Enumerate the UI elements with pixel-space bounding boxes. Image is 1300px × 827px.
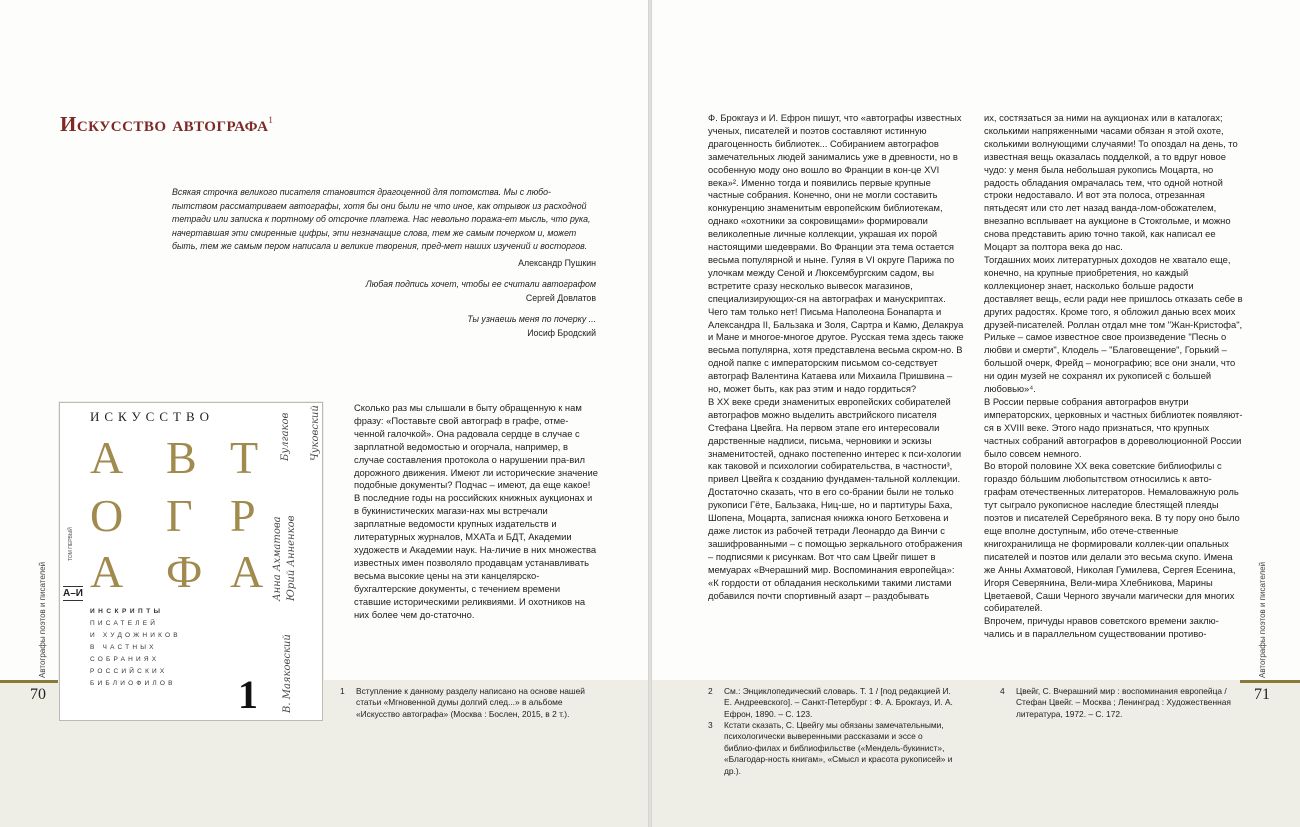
epigraph-quote: Всякая строчка великого писателя становится драгоценной для потомства. Мы с любо-пытством рассматриваем автографы, хотя бы они были не что иное, как отрывок из расходной тетради или записка к портному об отсрочке платежа. Нас невольно поража-ет мысль, что рука, начертавшая эти смиренные цифры, эти незначащие слова, тем же самым почерком и, может быть, тем же самым пером написала и великие творения, пред-мет наших изучений и восторгов. <box>172 187 591 251</box>
cover-signature: Чуковский <box>310 405 321 461</box>
text-column-2 <box>984 112 1244 641</box>
right-page <box>652 0 1300 827</box>
cover-letter: В <box>166 432 197 483</box>
footnote-text: Кстати сказать, С. Цвейгу мы обязаны замечательными, психологически выверенными рассказами и эссе о библио-филах и библиофильстве («Мендель-букинист», «Благодар-ность книгам», «Смысл и красота рукописей» и др.). <box>724 720 953 776</box>
epigraph-author: Сергей Довлатов <box>525 292 596 303</box>
cover-letter: О <box>90 490 124 541</box>
paragraph: «К гордости от обладания несколькими такими листами добавился почти спортивный азарт – раздобывать <box>708 576 952 601</box>
cover-signature: В. Маяковский <box>282 634 293 713</box>
paragraph: Ф. Брокгауз и И. Ефрон пишут, что «автографы известных ученых, писателей и поэтов составляют истинную драгоценность библиотек... Собиранием автографов замечательных людей занимались уже в древности, но в особенную моду оно вошло во Франции в кон-це XVI века»². Именно тогда и появились первые крупные частные собрания. Конечно, они не могли составить конкуренцию знаменитым европейским библиотекам, однако «охотники за сокровищами» формировали великолепные личные коллекции, украшая их порой настоящими шедеврами. Во Франции эта тема остается весьма популярной и ныне. Гуляя в VI округе Парижа по улочкам между Сеной и Люксембургским садом, вы встретите сразу несколько вывесок магазинов, специализирующих-ся на автографах и манускриптах. Чего там только нет! Письма Наполеона Бонапарта и Александра II, Бальзака и Золя, Сартра и Камю, Делакруа и Мане и многое-многое другое. Русская тема здесь также весьма популярна, хотя представлена весьма скром-но. В одной папке с императорским письмом со-седствует автограф Валентина Катаева или Михаила Пришвина – но, может быть, как раз этим и надо гордиться? <box>708 112 964 395</box>
cover-subtitle-line: БИБЛИОФИЛОВ <box>90 680 176 687</box>
paragraph: Впрочем, причуды нравов советского времени заклю-чались и в параллельном существовании противо- <box>984 615 1219 640</box>
footnote-number: 3 <box>708 720 713 730</box>
paragraph: В России первые собрания автографов внутри императорских, церковных и частных библиотек появляют-ся в XVIII веке. Этого надо признаться, что крупных частных собраний автографов в дореволюционной России было совсем немного. <box>984 395 1243 459</box>
epigraph-author: Иосиф Бродский <box>527 327 596 338</box>
cover-signature: Булгаков <box>280 412 291 461</box>
book-cover-image <box>59 402 323 721</box>
cover-letter: А <box>90 432 124 483</box>
running-head: Автографы поэтов и писателей <box>38 561 47 678</box>
cover-letter: Р <box>230 490 256 541</box>
cover-signature: Юрий Анненков <box>286 515 297 601</box>
cover-subtitle-line: ПИСАТЕЛЕЙ <box>90 620 159 627</box>
cover-subtitle-line: РОССИЙСКИХ <box>90 668 168 675</box>
footnote-text: Вступление к данному разделу написано на основе нашей статьи «Мгновенной думы долгий след...» в альбоме «Искусство автографа» (Москва : Бослен, 2015, в 2 т.). <box>356 686 585 719</box>
cover-subtitle-line: В ЧАСТНЫХ <box>90 644 157 651</box>
cover-volume-number: 1 <box>238 672 258 717</box>
main-column <box>354 402 598 621</box>
epigraph-author: Александр Пушкин <box>518 257 596 268</box>
cover-letter: Ф <box>166 546 203 597</box>
footnote-text: Цвейг, С. Вчерашний мир : воспоминания европейца / Стефан Цвейг. – Москва ; Ленинград : Художественная литература, 1972. – С. 172. <box>1016 686 1231 719</box>
page-number: 71 <box>1254 686 1270 703</box>
cover-range: А–И <box>63 588 83 599</box>
page-rule <box>0 680 60 683</box>
cover-signature: Анна Ахматова <box>272 516 283 601</box>
epigraph <box>172 186 596 340</box>
cover-letter: Т <box>230 432 259 483</box>
footnote <box>340 686 598 720</box>
footnote-number: 4 <box>1000 686 1005 696</box>
cover-subtitle-line: ИНСКРИПТЫ <box>90 608 164 615</box>
left-page <box>0 0 648 827</box>
footnote <box>1000 686 1244 720</box>
paragraph: В XX веке среди знаменитых европейских собирателей автографов можно выделить австрийского писателя Стефана Цвейга. На первом этапе его интересовали дарственные надписи, письма, черновики и эскизы знаменитостей, однако постепенно интерес к пси-хологии как таковой и психологии собирательства, в частности³, привел Цвейга к созданию фундамен-тальной коллекции. Достаточно сказать, что в его со-брании были не только рукописи Гёте, Бальзака, Ниц-ше, но и партитуры Баха, Шопена, Моцарта, записная книжка юного Бетховена и даже листок из рабочей тетради Леонардо да Винчи с зашифрованными – с помощью зеркального отображения – подписями к рисункам. Вот что сам Цвейг пишет в мемуарах «Вчерашний мир. Воспоминания европейца»: <box>708 395 963 575</box>
footnote-number: 2 <box>708 686 713 696</box>
cover-subtitle-line: СОБРАНИЯХ <box>90 656 160 663</box>
paragraph: их, состязаться за ними на аукционах или в каталогах; сколькими напряженными часами обязан я этой охоте, сколькими волнующими случаями! То опоздал на день, то известная вещь оказалась подделкой, а то вдруг новое чудо: у меня была небольшая рукопись Моцарта, но радость обладания омрачалась тем, что одной нотной строки недоставало. И вот эта полоса, отрезанная пятьдесят или сто лет назад ванда-лом-обожателем, внезапно всплывает на аукционе в Стокгольме, и можно снова представить арию точно такой, как написал ее Моцарт за полтора века до нас. <box>984 112 1238 253</box>
cover-title-top: ИСКУССТВО <box>90 409 215 424</box>
running-head: Автографы поэтов и писателей <box>1258 561 1267 678</box>
cover-letter: А <box>230 546 264 597</box>
cover-letter: А <box>90 546 124 597</box>
chapter-title: Искусство автографа$^1$ <box>60 112 274 136</box>
footnote-text: См.: Энциклопедический словарь. Т. 1 / [под редакцией И. Е. Андреевского]. – Санкт-Петербург : Ф. А. Брокгауз, И. А. Ефрон, 1890. – С. 123. <box>724 686 953 719</box>
cover-subtitle-line: И ХУДОЖНИКОВ <box>90 632 181 639</box>
cover-volume-label: ТОМ ПЕРВЫЙ <box>68 527 74 561</box>
footnote-number: 1 <box>340 686 345 696</box>
cover-letter: Г <box>166 490 193 541</box>
footnote <box>708 686 964 720</box>
epigraph-quote: Ты узнаешь меня по почерку ... <box>467 314 596 324</box>
text-column-1 <box>708 112 964 602</box>
epigraph-quote: Любая подпись хочет, чтобы ее считали автографом <box>365 279 596 289</box>
paragraph: Тогдашних моих литературных доходов не хватало еще, конечно, на крупные приобретения, но каждый коллекционер знает, насколько больше радости доставляет вещь, если ради нее пришлось отказать себе в других радостях. Кроме того, я обложил данью всех моих друзей-писателей. Роллан отдал мне том "Жан-Кристофа", Рильке – самое известное свое произведение "Песнь о любви и смерти", Клодель – "Благовещение", Горький – большой очерк, Фрейд – монографию; все они знали, что ни один музей не сохранял их рукописей с большей любовью»⁴. <box>984 253 1243 395</box>
page-number: 70 <box>30 686 46 703</box>
paragraph: Во второй половине XX века советские библиофилы с гораздо бóльшим любопытством относились к авто-графам отечественных литераторов. Немаловажную роль тут сыграло рукописное наследие блестящей плеяды поэтов и писателей Серебряного века. В ту пору оно было еще вполне доступным, ибо отече-ственные книгохранилища не формировали коллек-ции опальных писателей и поэтов или делали это весьма скупо. Имена же Анны Ахматовой, Николая Гумилева, Сергея Есенина, Игоря Северянина, Вели-мира Хлебникова, Марины Цветаевой, Саши Черного звучали магически для многих собирателей. <box>984 460 1240 614</box>
page-rule <box>1240 680 1300 683</box>
paragraph: Сколько раз мы слышали в быту обращенную к нам фразу: «Поставьте свой автограф в графе, отме-ченной галочкой». Она радовала сердце в случае с зарплатной ведомостью и огорчала, например, в случае составления протокола о нарушении пра-вил дорожного движения. Имеют ли исторические значение подобные документы? Подчас – имеют, да еще какое! В последние годы на российских книжных аукционах и в букинистических магази-нах мы встречали зарплатные ведомости крупных издательств и литературных журналов, МХАТа и БДТ, Академии художеств и Академии наук. На-личие в них множества известных имен позволяло продавцам устанавливать весьма высокие цены на эти канцелярско-бухгалтерские документы, с течением времени ставшие историческими реликвиями. И охотников на них более чем до-статочно. <box>354 402 598 620</box>
footnote <box>708 720 964 777</box>
footnote-ref: 1 <box>268 115 274 125</box>
